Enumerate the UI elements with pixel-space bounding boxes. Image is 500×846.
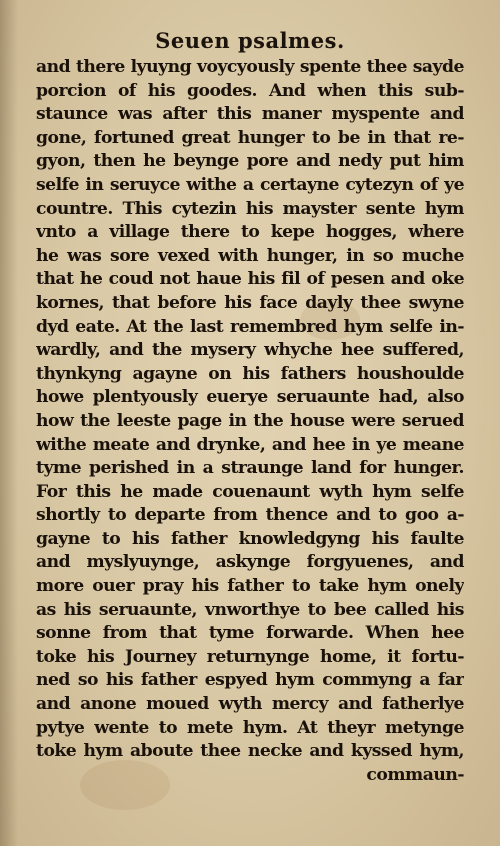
text-line: withe meate and drynke, and hee in ye meane: [36, 434, 464, 455]
running-header: Seuen psalmes.: [155, 28, 345, 53]
text-line: howe plentyously euerye seruaunte had, also: [36, 387, 464, 408]
page-gutter-shadow: [0, 0, 18, 846]
text-line: as his seruaunte, vnworthye to bee called his: [36, 599, 464, 620]
text-line: more ouer pray his father to take hym onely: [36, 576, 464, 597]
text-line: how the leeste page in the house were serued: [36, 410, 464, 431]
text-line: porcion of his goodes. And when this sub-: [36, 80, 464, 101]
text-line: staunce was after this maner myspente and: [36, 104, 464, 125]
text-line: toke his Journey returnynge home, it fortu-: [36, 646, 464, 667]
text-line: pytye wente to mete hym. At theyr metynge: [36, 717, 464, 738]
text-line: countre. This cytezin his mayster sente hym: [36, 198, 464, 219]
text-line: toke hym aboute thee necke and kyssed hym,: [36, 741, 464, 762]
text-line: wardly, and the mysery whyche hee suffered,: [36, 340, 464, 361]
text-line: selfe in seruyce withe a certayne cytezyn of ye: [36, 174, 464, 195]
text-line: dyd eate. At the last remembred hym selfe in-: [36, 316, 464, 337]
text-line: sonne from that tyme forwarde. When hee: [36, 623, 464, 644]
catchword: commaun-: [366, 764, 464, 785]
text-line: gyon, then he beynge pore and nedy put him: [36, 151, 464, 172]
text-line: vnto a village there to kepe hogges, where: [36, 222, 464, 243]
text-line: tyme perished in a straunge land for hunger.: [36, 458, 464, 479]
text-line: gayne to his father knowledgyng his faulte: [36, 528, 464, 549]
text-line: and anone moued wyth mercy and fatherlye: [36, 694, 464, 715]
text-line: and myslyuynge, askynge forgyuenes, and: [36, 552, 464, 573]
text-line: shortly to departe from thence and to goo a-: [36, 505, 464, 526]
text-line: thynkyng agayne on his fathers houshoulde: [36, 363, 464, 384]
text-line: that he coud not haue his fil of pesen and oke: [36, 269, 464, 290]
text-block: [36, 56, 464, 787]
text-line: For this he made couenaunt wyth hym selfe: [36, 481, 464, 502]
text-line: he was sore vexed with hunger, in so muche: [36, 245, 464, 266]
text-line: ned so his father espyed hym commyng a far: [36, 670, 464, 691]
text-line: kornes, that before his face dayly thee swyne: [36, 292, 464, 313]
text-line: gone, fortuned great hunger to be in that re-: [36, 127, 464, 148]
text-line: and there lyuyng voycyously spente thee sayde: [36, 57, 464, 77]
